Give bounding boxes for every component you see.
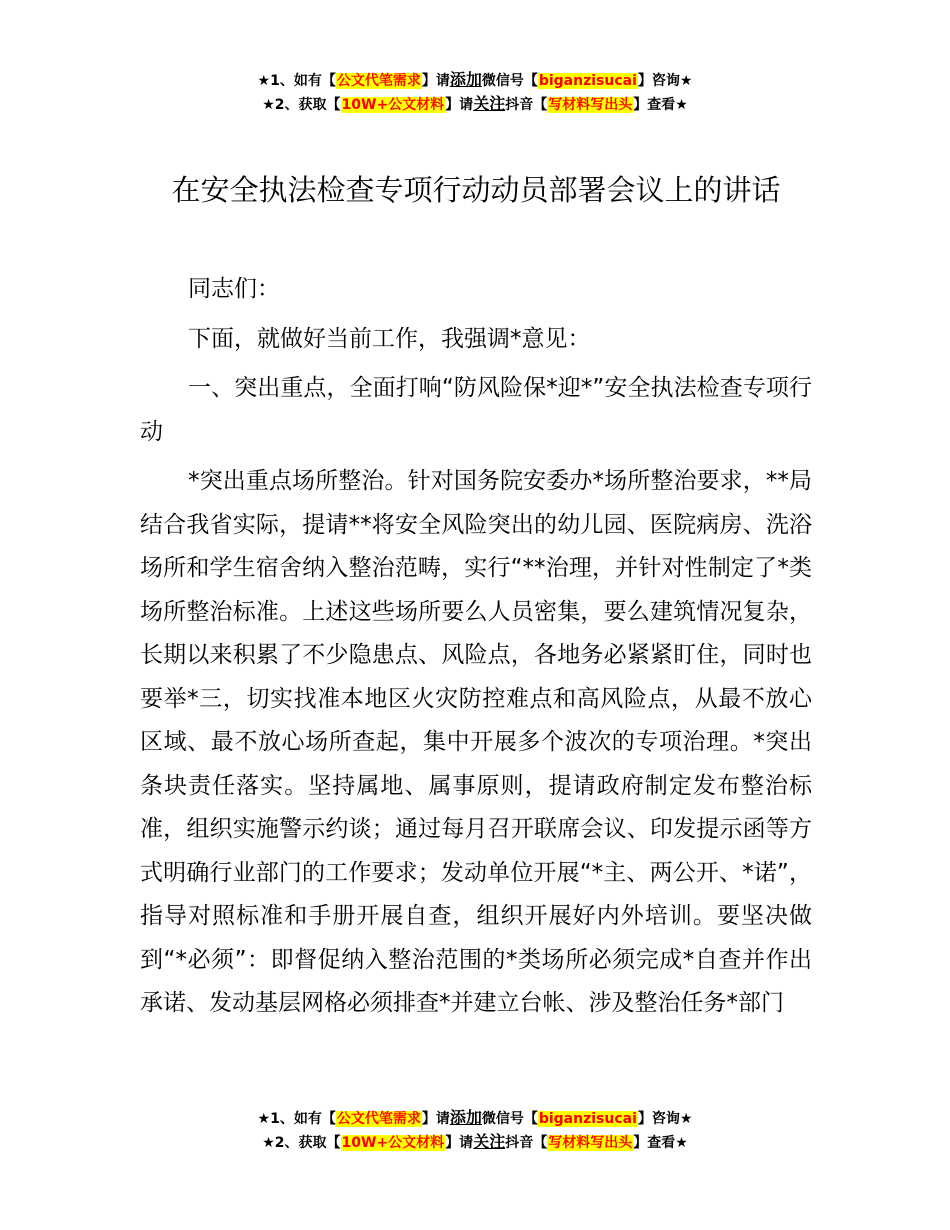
notice-text: ★1、如有【 xyxy=(257,73,336,89)
footer-notice-line-2 xyxy=(0,1130,950,1154)
notice-text: 】查看★ xyxy=(633,1135,688,1151)
notice-text: 】请 xyxy=(445,1135,474,1151)
notice-text: ★2、获取【 xyxy=(262,97,341,113)
notice-text: 】查看★ xyxy=(633,97,688,113)
notice-underlined-text: 添加 xyxy=(449,70,482,89)
notice-underlined-text: 关注 xyxy=(473,1132,506,1151)
document-title: 在安全执法检查专项行动动员部署会议上的讲话 xyxy=(171,173,781,207)
footer-notice xyxy=(0,1106,950,1154)
notice-highlight: 公文代笔需求 xyxy=(336,1111,421,1127)
salutation: 同志们： xyxy=(188,276,280,302)
notice-text: 】咨询★ xyxy=(637,73,693,89)
notice-text: ★2、获取【 xyxy=(262,1135,341,1151)
notice-text: 】请 xyxy=(421,1111,450,1127)
notice-highlight: 10W+公文材料 xyxy=(341,97,445,113)
notice-highlight: 公文代笔需求 xyxy=(336,73,421,89)
header-notice xyxy=(0,68,950,116)
notice-text: 微信号【 xyxy=(481,1111,538,1127)
notice-text: ★1、如有【 xyxy=(257,1111,336,1127)
wechat-id-highlight: biganzisucai xyxy=(538,1111,637,1127)
body-paragraph: 下面，就做好当前工作，我强调*意见： xyxy=(188,325,591,352)
document-body xyxy=(140,268,812,1026)
notice-text: 】请 xyxy=(421,73,450,89)
header-notice-line-1 xyxy=(0,68,950,92)
notice-text: 微信号【 xyxy=(481,73,538,89)
notice-text: 】请 xyxy=(445,97,474,113)
wechat-id-highlight: biganzisucai xyxy=(538,73,637,89)
douyin-account-highlight: 写材料写出头 xyxy=(548,1135,633,1151)
notice-underlined-text: 关注 xyxy=(473,94,506,113)
body-paragraph: *突出重点场所整治。针对国务院安委办*场所整治要求，**局结合我省实际，提请**将安全风险突出的幼儿园、医院病房、洗浴场所和学生宿舍纳入整治范畴，实行“**治理，并针对性制定了*类场所整治标准。上述这些场所要么人员密集，要么建筑情况复杂，长期以来积累了不少隐患点、风险点，各地务必紧紧盯住，同时也要举*三，切实找准本地区火灾防控难点和高风险点，从最不放心区域、最不放心场所查起，集中开展多个波次的专项治理。*突出条块责任落实。坚持属地、属事原则，提请政府制定发布整治标准，组织实施警示约谈；通过每月召开联席会议、印发提示函等方式明确行业部门的工作要求；发动单位开展“*主、两公开、*诺”，指导对照标准和手册开展自查，组织开展好内外培训。要坚决做到“*必须”：即督促纳入整治范围的*类场所必须完成*自查并作出承诺、发动基层网格必须排查*并建立台帐、涉及整治任务*部门 xyxy=(140,468,812,1016)
section-heading: 一、突出重点，全面打响“防风险保*迎*”安全执法检查专项行动 xyxy=(140,375,812,445)
notice-underlined-text: 添加 xyxy=(449,1108,482,1127)
notice-text: 抖音【 xyxy=(505,97,548,113)
notice-text: 】咨询★ xyxy=(637,1111,693,1127)
notice-text: 抖音【 xyxy=(505,1135,548,1151)
footer-notice-line-1 xyxy=(0,1106,950,1130)
notice-highlight: 10W+公文材料 xyxy=(341,1135,445,1151)
header-notice-line-2 xyxy=(0,92,950,116)
douyin-account-highlight: 写材料写出头 xyxy=(548,97,633,113)
